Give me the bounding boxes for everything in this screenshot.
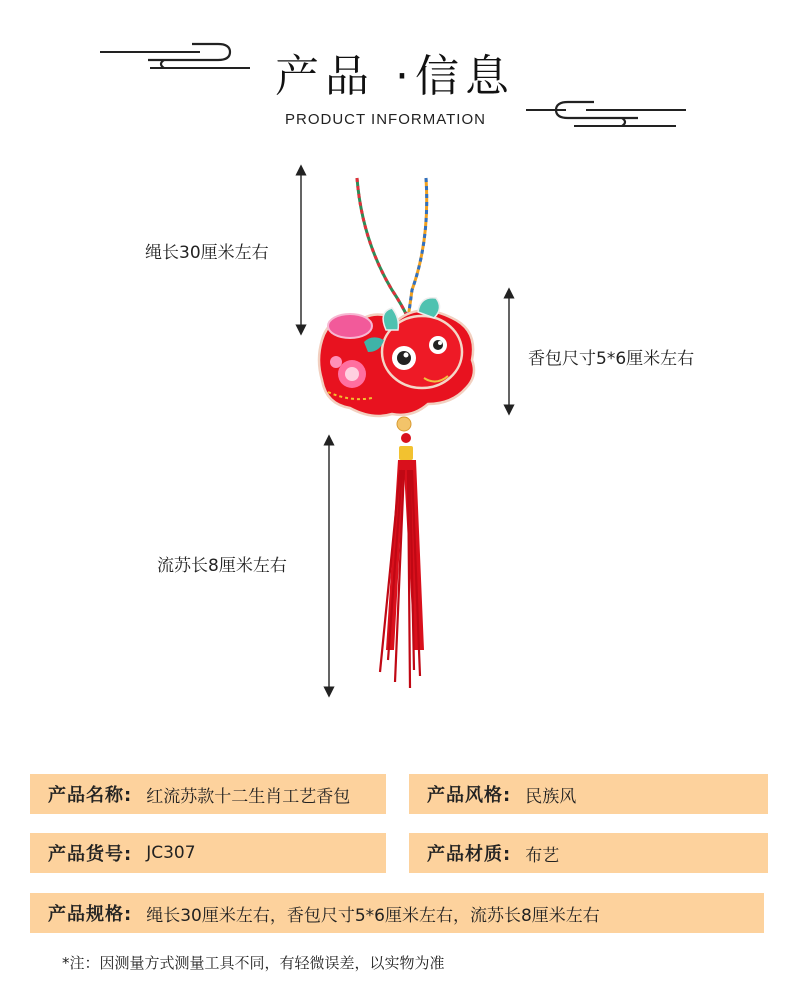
info-row-style xyxy=(409,774,768,814)
product-name-value: 红流苏款十二生肖工艺香包 xyxy=(146,786,351,807)
sachet-body xyxy=(319,298,474,416)
product-name-key: 产品名称: xyxy=(48,785,133,806)
rope-length-label: 绳长30厘米左右 xyxy=(145,243,269,263)
sachet-size-label: 香包尺寸5*6厘米左右 xyxy=(528,349,695,369)
product-spec-key: 产品规格: xyxy=(48,904,133,925)
page-subtitle: PRODUCT INFORMATION xyxy=(285,111,486,128)
product-material-value: 布艺 xyxy=(525,845,560,866)
product-style-key: 产品风格: xyxy=(427,785,512,806)
info-row-name xyxy=(30,774,386,814)
footnote: *注：因测量方式测量工具不同，有轻微误差，以实物为准 xyxy=(62,954,445,972)
product-sku-value: JC307 xyxy=(146,843,196,863)
tassel xyxy=(380,417,424,688)
info-row-spec xyxy=(30,893,764,933)
tassel-length-label: 流苏长8厘米左右 xyxy=(157,556,287,576)
hanging-rope xyxy=(357,178,427,318)
info-row-material xyxy=(409,833,768,873)
info-row-sku xyxy=(30,833,386,873)
product-style-value: 民族风 xyxy=(525,786,577,807)
product-sku-key: 产品货号: xyxy=(48,844,133,865)
page-title: 产品 ·信息 xyxy=(275,51,515,102)
product-spec-value: 绳长30厘米左右，香包尺寸5*6厘米左右，流苏长8厘米左右 xyxy=(146,905,600,926)
product-material-key: 产品材质: xyxy=(427,844,512,865)
